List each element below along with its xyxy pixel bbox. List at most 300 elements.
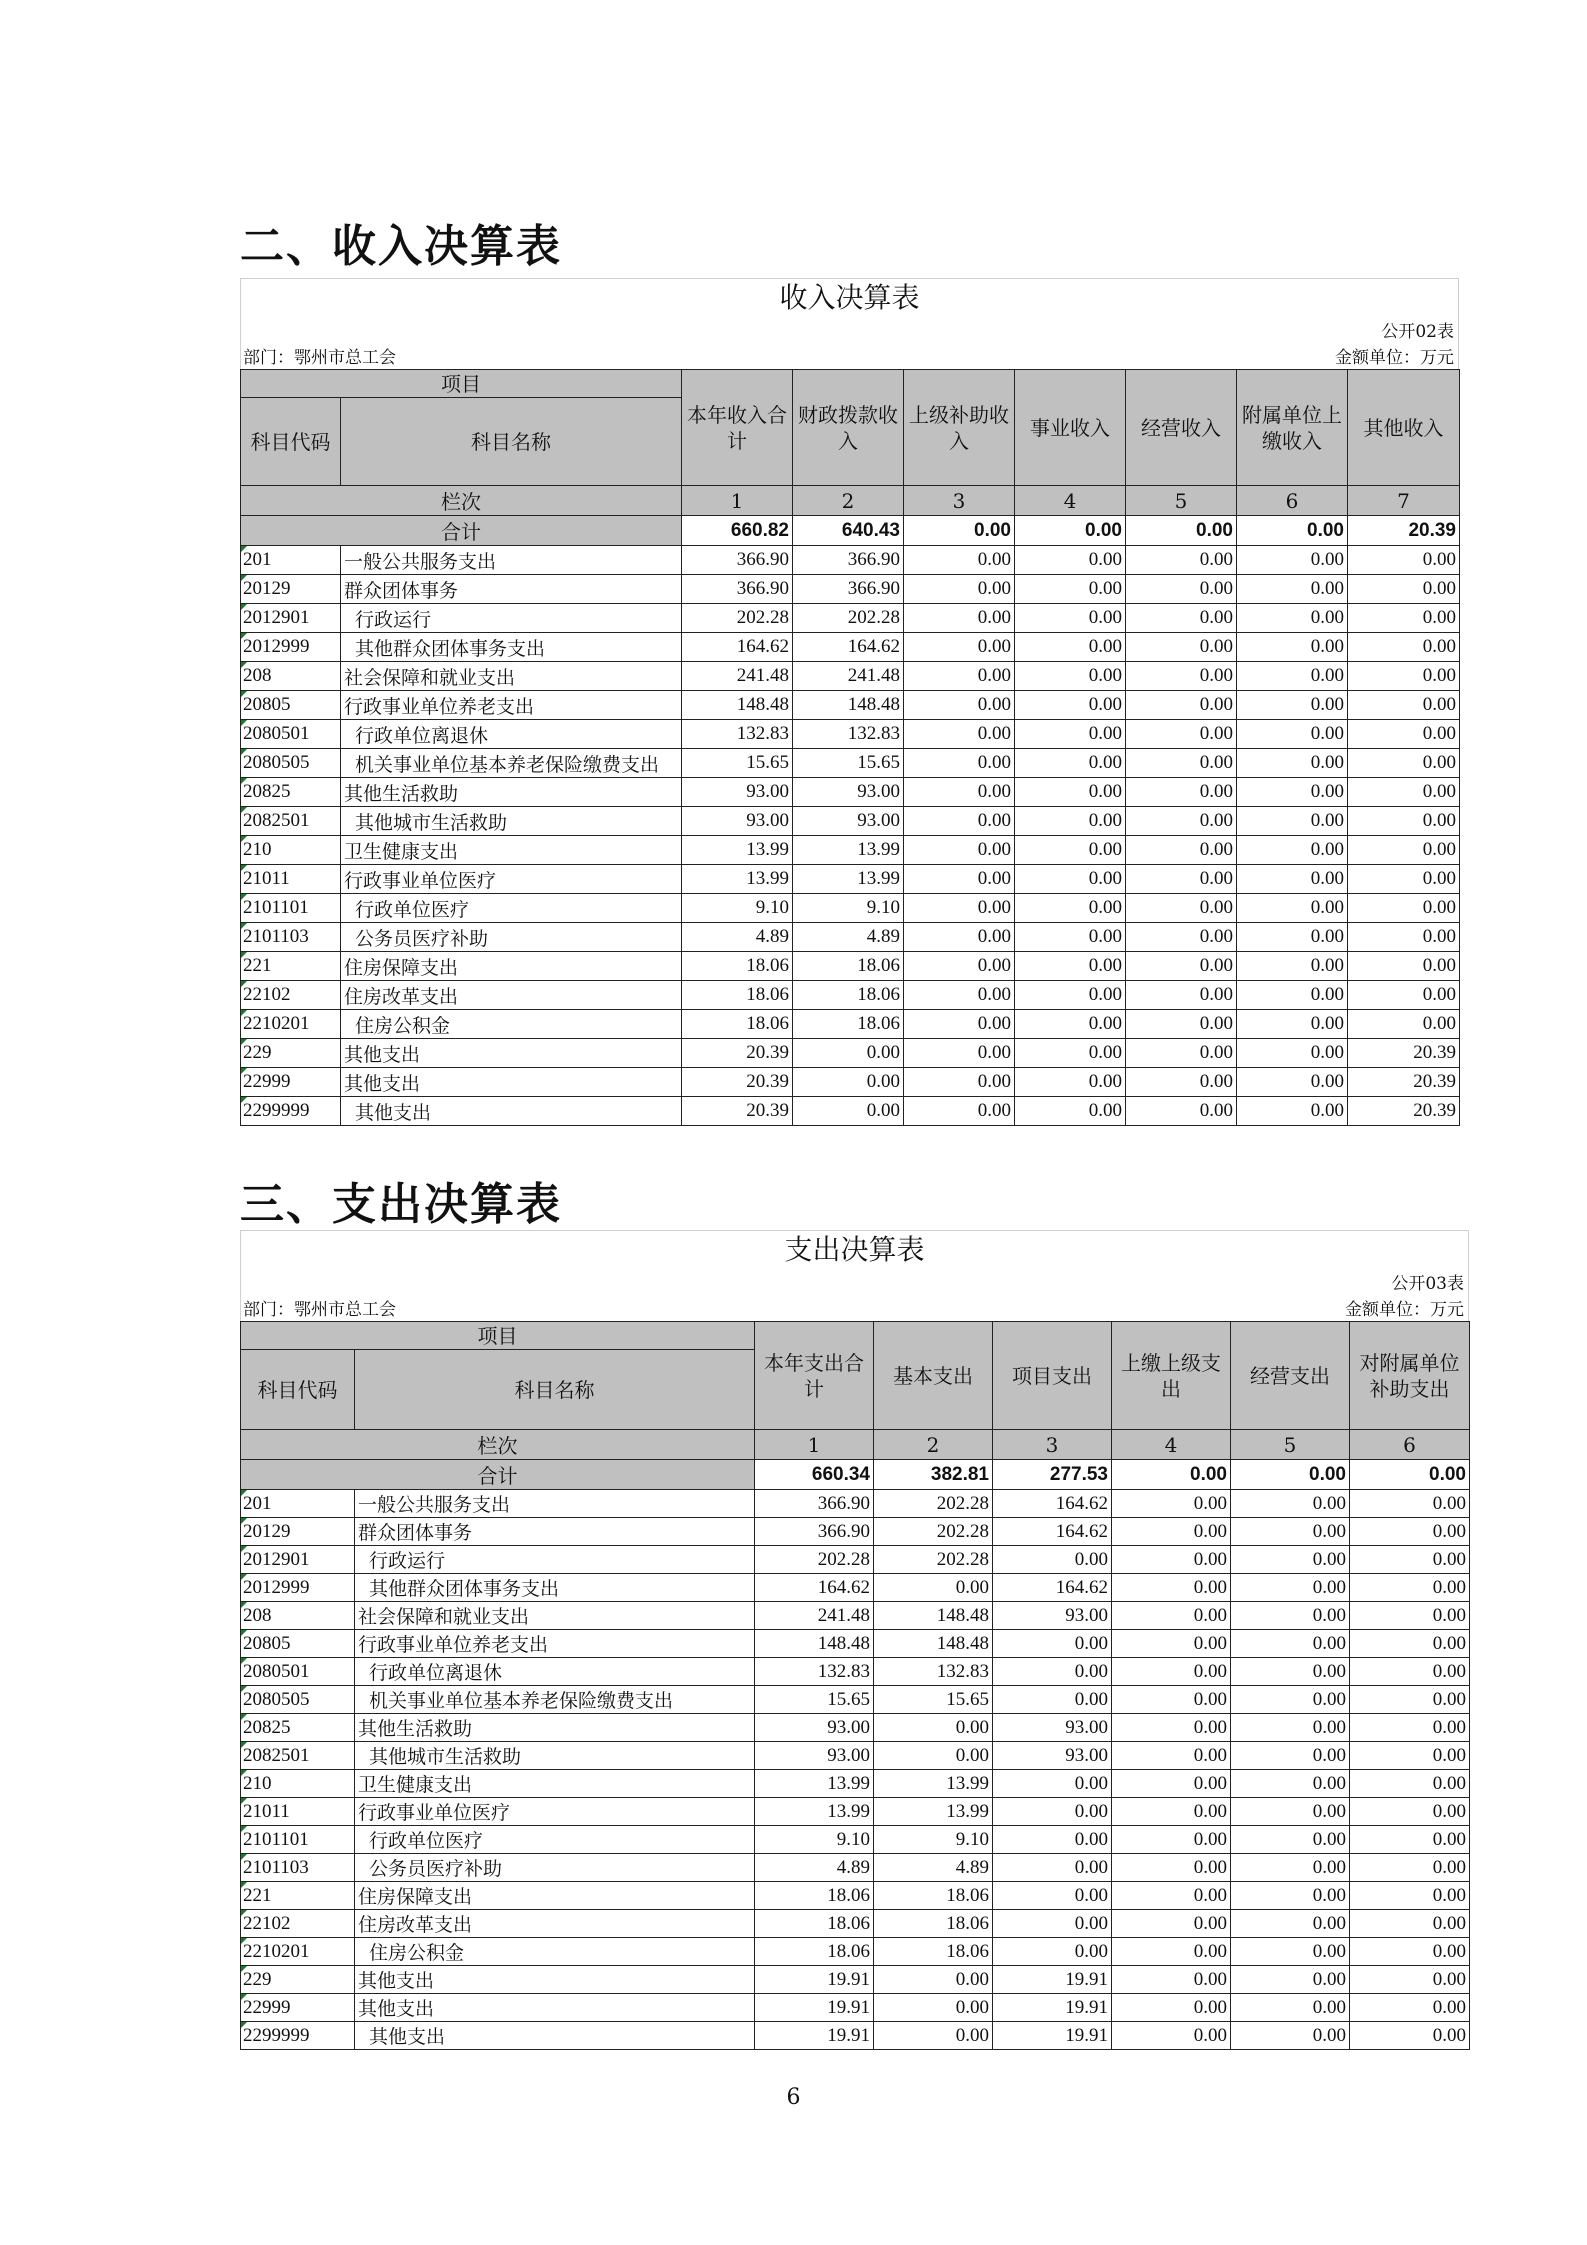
income-row-value: 0.00	[904, 1010, 1015, 1039]
expense-row-value: 0.00	[993, 1854, 1112, 1882]
expense-row-value: 0.00	[1350, 1910, 1470, 1938]
income-table	[240, 369, 1460, 1126]
income-row-value: 0.00	[1015, 1097, 1126, 1126]
income-row-value: 18.06	[793, 981, 904, 1010]
income-table-row	[241, 923, 1460, 952]
income-hdr-code: 科目代码	[241, 398, 341, 486]
income-lanci-cell: 7	[1348, 486, 1460, 516]
expense-row-value: 0.00	[1112, 1742, 1231, 1770]
income-row-value: 0.00	[904, 865, 1015, 894]
expense-row-code: 201	[241, 1490, 355, 1518]
expense-row-value: 13.99	[755, 1770, 874, 1798]
expense-row-value: 19.91	[755, 1994, 874, 2022]
income-row-code: 2299999	[241, 1097, 341, 1126]
income-row-value: 0.00	[904, 981, 1015, 1010]
income-row-value: 20.39	[682, 1039, 793, 1068]
income-row-value: 18.06	[682, 1010, 793, 1039]
expense-row-code: 2210201	[241, 1938, 355, 1966]
income-row-value: 0.00	[1348, 633, 1460, 662]
expense-row-value: 0.00	[1112, 1602, 1231, 1630]
income-row-value: 20.39	[1348, 1039, 1460, 1068]
expense-row-value: 0.00	[1231, 1518, 1350, 1546]
income-row-name: 行政单位医疗	[341, 894, 682, 923]
income-row-value: 13.99	[793, 836, 904, 865]
income-row-value: 0.00	[1237, 865, 1348, 894]
income-row-code: 2080505	[241, 749, 341, 778]
income-table-row	[241, 807, 1460, 836]
expense-row-value: 19.91	[993, 2022, 1112, 2050]
income-row-value: 0.00	[1015, 546, 1126, 575]
expense-hdr-name: 科目名称	[355, 1350, 755, 1430]
expense-row-value: 0.00	[1350, 2022, 1470, 2050]
expense-table-title: 支出决算表	[240, 1230, 1469, 1269]
income-row-value: 20.39	[682, 1097, 793, 1126]
income-row-value: 0.00	[1015, 923, 1126, 952]
income-row-value: 0.00	[1015, 836, 1126, 865]
expense-total-row	[241, 1460, 1470, 1490]
expense-row-value: 0.00	[1112, 1490, 1231, 1518]
income-row-name: 群众团体事务	[341, 575, 682, 604]
expense-row-value: 9.10	[755, 1826, 874, 1854]
income-row-code: 2012999	[241, 633, 341, 662]
expense-table-row	[241, 1686, 1470, 1714]
expense-lanci-row	[241, 1430, 1470, 1460]
expense-row-code: 2012999	[241, 1574, 355, 1602]
income-row-code: 20805	[241, 691, 341, 720]
expense-table-row	[241, 1742, 1470, 1770]
expense-row-value: 0.00	[1350, 1882, 1470, 1910]
expense-row-value: 0.00	[993, 1798, 1112, 1826]
expense-row-name: 行政运行	[355, 1546, 755, 1574]
income-row-value: 20.39	[682, 1068, 793, 1097]
income-row-code: 2210201	[241, 1010, 341, 1039]
expense-row-value: 202.28	[874, 1518, 993, 1546]
expense-lanci-cell: 4	[1112, 1430, 1231, 1460]
income-row-value: 0.00	[1237, 1097, 1348, 1126]
expense-row-name: 行政事业单位医疗	[355, 1798, 755, 1826]
income-row-value: 0.00	[1015, 691, 1126, 720]
expense-row-value: 0.00	[1112, 1714, 1231, 1742]
income-row-value: 0.00	[1126, 894, 1237, 923]
income-row-value: 93.00	[793, 807, 904, 836]
expense-row-code: 229	[241, 1966, 355, 1994]
expense-row-value: 93.00	[755, 1714, 874, 1742]
income-row-value: 0.00	[1015, 575, 1126, 604]
expense-row-name: 其他城市生活救助	[355, 1742, 755, 1770]
income-row-value: 0.00	[1237, 662, 1348, 691]
expense-row-value: 202.28	[874, 1490, 993, 1518]
income-row-code: 208	[241, 662, 341, 691]
income-lanci-cell: 2	[793, 486, 904, 516]
income-row-value: 0.00	[904, 1097, 1015, 1126]
expense-row-value: 0.00	[1112, 1882, 1231, 1910]
income-row-value: 18.06	[793, 952, 904, 981]
income-row-value: 241.48	[793, 662, 904, 691]
income-row-value: 0.00	[1237, 1068, 1348, 1097]
expense-row-value: 0.00	[1350, 1490, 1470, 1518]
income-row-value: 0.00	[1126, 836, 1237, 865]
income-row-value: 0.00	[1015, 894, 1126, 923]
income-table-row	[241, 865, 1460, 894]
income-lanci-cell: 4	[1015, 486, 1126, 516]
income-table-row	[241, 691, 1460, 720]
expense-row-value: 366.90	[755, 1518, 874, 1546]
expense-row-value: 93.00	[993, 1602, 1112, 1630]
income-row-value: 0.00	[1348, 778, 1460, 807]
income-row-value: 0.00	[1237, 1039, 1348, 1068]
income-row-value: 0.00	[1348, 1010, 1460, 1039]
expense-table-row	[241, 1882, 1470, 1910]
income-row-value: 241.48	[682, 662, 793, 691]
income-row-name: 其他支出	[341, 1068, 682, 1097]
income-row-value: 93.00	[682, 807, 793, 836]
expense-row-value: 0.00	[1350, 1574, 1470, 1602]
expense-row-value: 0.00	[1112, 1574, 1231, 1602]
income-row-value: 0.00	[904, 749, 1015, 778]
income-form-no: 公开02表	[1381, 322, 1454, 342]
income-row-name: 住房改革支出	[341, 981, 682, 1010]
expense-row-value: 148.48	[874, 1602, 993, 1630]
expense-row-value: 0.00	[1231, 1966, 1350, 1994]
expense-row-code: 21011	[241, 1798, 355, 1826]
income-row-value: 0.00	[904, 923, 1015, 952]
expense-row-value: 0.00	[1231, 1742, 1350, 1770]
expense-table-row	[241, 1938, 1470, 1966]
expense-row-value: 241.48	[755, 1602, 874, 1630]
income-table-title: 收入决算表	[240, 278, 1459, 317]
income-row-value: 0.00	[1237, 923, 1348, 952]
expense-row-value: 0.00	[1350, 1658, 1470, 1686]
income-row-value: 0.00	[904, 604, 1015, 633]
income-row-value: 0.00	[1348, 807, 1460, 836]
income-row-name: 公务员医疗补助	[341, 923, 682, 952]
expense-total-cell: 382.81	[874, 1460, 993, 1490]
expense-row-value: 0.00	[993, 1770, 1112, 1798]
expense-row-code: 2082501	[241, 1742, 355, 1770]
income-row-value: 0.00	[1126, 720, 1237, 749]
income-row-value: 0.00	[1237, 981, 1348, 1010]
expense-table-header	[241, 1322, 1470, 1490]
expense-row-value: 0.00	[1112, 1798, 1231, 1826]
expense-row-value: 164.62	[993, 1490, 1112, 1518]
income-row-value: 0.00	[1237, 807, 1348, 836]
income-row-name: 行政单位离退休	[341, 720, 682, 749]
income-row-value: 0.00	[1348, 981, 1460, 1010]
expense-table	[240, 1321, 1470, 2050]
expense-row-code: 221	[241, 1882, 355, 1910]
expense-row-name: 社会保障和就业支出	[355, 1602, 755, 1630]
expense-lanci-cell: 5	[1231, 1430, 1350, 1460]
income-row-value: 0.00	[904, 836, 1015, 865]
expense-table-row	[241, 1910, 1470, 1938]
expense-row-value: 93.00	[993, 1714, 1112, 1742]
income-row-code: 201	[241, 546, 341, 575]
income-row-value: 0.00	[1015, 662, 1126, 691]
income-row-value: 0.00	[1237, 778, 1348, 807]
income-row-value: 20.39	[1348, 1068, 1460, 1097]
income-row-value: 4.89	[793, 923, 904, 952]
income-total-cell: 20.39	[1348, 516, 1460, 546]
expense-hdr-col: 上缴上级支出	[1112, 1322, 1231, 1430]
expense-row-value: 0.00	[1350, 1714, 1470, 1742]
expense-row-value: 0.00	[1112, 1826, 1231, 1854]
expense-row-code: 2012901	[241, 1546, 355, 1574]
income-row-value: 0.00	[1015, 981, 1126, 1010]
expense-row-name: 公务员医疗补助	[355, 1854, 755, 1882]
expense-lanci-cell: 6	[1350, 1430, 1470, 1460]
income-row-value: 18.06	[793, 1010, 904, 1039]
expense-hdr-col: 基本支出	[874, 1322, 993, 1430]
income-row-code: 21011	[241, 865, 341, 894]
expense-row-value: 0.00	[1231, 1938, 1350, 1966]
expense-table-row	[241, 1630, 1470, 1658]
expense-row-code: 22102	[241, 1910, 355, 1938]
income-row-value: 13.99	[682, 865, 793, 894]
income-row-value: 0.00	[904, 778, 1015, 807]
expense-row-code: 2299999	[241, 2022, 355, 2050]
expense-table-row	[241, 1966, 1470, 1994]
income-row-value: 0.00	[1126, 691, 1237, 720]
expense-row-value: 202.28	[874, 1546, 993, 1574]
income-row-code: 229	[241, 1039, 341, 1068]
expense-row-value: 0.00	[1350, 1798, 1470, 1826]
income-row-value: 0.00	[1348, 923, 1460, 952]
income-table-row	[241, 604, 1460, 633]
income-row-value: 0.00	[1237, 1010, 1348, 1039]
income-row-value: 202.28	[682, 604, 793, 633]
income-row-value: 13.99	[793, 865, 904, 894]
income-row-value: 0.00	[1015, 807, 1126, 836]
income-row-value: 0.00	[1348, 749, 1460, 778]
income-row-value: 13.99	[682, 836, 793, 865]
expense-row-value: 4.89	[874, 1854, 993, 1882]
income-row-value: 0.00	[1126, 923, 1237, 952]
expense-row-name: 住房公积金	[355, 1938, 755, 1966]
expense-row-value: 0.00	[1112, 1686, 1231, 1714]
expense-row-value: 0.00	[1231, 1994, 1350, 2022]
income-row-value: 0.00	[1348, 865, 1460, 894]
income-row-value: 0.00	[1015, 1010, 1126, 1039]
income-lanci-cell: 1	[682, 486, 793, 516]
income-row-value: 132.83	[682, 720, 793, 749]
expense-row-value: 0.00	[993, 1686, 1112, 1714]
income-row-name: 一般公共服务支出	[341, 546, 682, 575]
income-row-value: 0.00	[1015, 952, 1126, 981]
expense-row-code: 2101101	[241, 1826, 355, 1854]
expense-row-value: 202.28	[755, 1546, 874, 1574]
expense-unit: 金额单位：万元	[1345, 1300, 1464, 1320]
expense-row-value: 0.00	[1350, 1686, 1470, 1714]
income-row-code: 22102	[241, 981, 341, 1010]
income-row-value: 0.00	[904, 894, 1015, 923]
income-row-value: 202.28	[793, 604, 904, 633]
expense-table-row	[241, 1602, 1470, 1630]
expense-row-value: 0.00	[874, 1742, 993, 1770]
expense-row-code: 20805	[241, 1630, 355, 1658]
income-row-value: 4.89	[682, 923, 793, 952]
income-row-name: 其他支出	[341, 1039, 682, 1068]
expense-hdr-item: 项目	[241, 1322, 755, 1350]
income-table-row	[241, 894, 1460, 923]
expense-row-value: 0.00	[1112, 1630, 1231, 1658]
expense-row-name: 其他群众团体事务支出	[355, 1574, 755, 1602]
income-row-value: 0.00	[793, 1068, 904, 1097]
income-row-value: 93.00	[682, 778, 793, 807]
income-row-value: 0.00	[1237, 894, 1348, 923]
expense-row-code: 2080505	[241, 1686, 355, 1714]
expense-row-value: 0.00	[1350, 1518, 1470, 1546]
income-row-name: 其他群众团体事务支出	[341, 633, 682, 662]
income-row-value: 20.39	[1348, 1097, 1460, 1126]
income-total-cell: 640.43	[793, 516, 904, 546]
income-row-value: 0.00	[1348, 546, 1460, 575]
income-row-value: 0.00	[1126, 778, 1237, 807]
expense-total-cell: 0.00	[1231, 1460, 1350, 1490]
expense-total-label: 合计	[241, 1460, 755, 1490]
expense-row-value: 0.00	[1231, 1546, 1350, 1574]
income-lanci-row	[241, 486, 1460, 516]
expense-row-value: 0.00	[1231, 1854, 1350, 1882]
expense-row-value: 0.00	[874, 1994, 993, 2022]
income-row-value: 0.00	[1126, 1010, 1237, 1039]
income-row-value: 366.90	[793, 546, 904, 575]
income-row-value: 0.00	[1015, 633, 1126, 662]
income-row-value: 0.00	[1126, 546, 1237, 575]
income-row-value: 0.00	[904, 952, 1015, 981]
expense-row-name: 其他支出	[355, 1966, 755, 1994]
income-section-title: 二、收入决算表	[240, 221, 562, 272]
expense-row-name: 其他生活救助	[355, 1714, 755, 1742]
expense-table-row	[241, 1994, 1470, 2022]
expense-row-value: 148.48	[755, 1630, 874, 1658]
page-number: 6	[786, 2085, 801, 2110]
income-row-name: 行政运行	[341, 604, 682, 633]
income-row-value: 0.00	[904, 1068, 1015, 1097]
expense-row-value: 0.00	[1112, 1658, 1231, 1686]
expense-row-value: 18.06	[755, 1882, 874, 1910]
expense-row-value: 0.00	[993, 1826, 1112, 1854]
income-row-value: 0.00	[904, 575, 1015, 604]
expense-row-code: 208	[241, 1602, 355, 1630]
income-row-value: 0.00	[1237, 633, 1348, 662]
expense-total-cell: 277.53	[993, 1460, 1112, 1490]
income-hdr-col: 经营收入	[1126, 370, 1237, 486]
income-row-value: 0.00	[1348, 662, 1460, 691]
income-row-name: 行政事业单位医疗	[341, 865, 682, 894]
income-row-name: 行政事业单位养老支出	[341, 691, 682, 720]
income-row-code: 2101103	[241, 923, 341, 952]
expense-row-value: 9.10	[874, 1826, 993, 1854]
income-row-value: 0.00	[1126, 981, 1237, 1010]
income-row-code: 221	[241, 952, 341, 981]
income-row-name: 其他支出	[341, 1097, 682, 1126]
expense-total-cell: 0.00	[1112, 1460, 1231, 1490]
income-table-row	[241, 952, 1460, 981]
income-row-code: 2012901	[241, 604, 341, 633]
income-row-value: 0.00	[1015, 749, 1126, 778]
income-row-name: 其他城市生活救助	[341, 807, 682, 836]
expense-row-value: 0.00	[1112, 1854, 1231, 1882]
expense-row-value: 18.06	[874, 1910, 993, 1938]
income-row-value: 0.00	[1015, 778, 1126, 807]
expense-row-value: 164.62	[993, 1574, 1112, 1602]
income-table-row	[241, 981, 1460, 1010]
income-row-value: 0.00	[1015, 1068, 1126, 1097]
expense-form-no-row	[240, 1269, 1469, 1295]
income-row-value: 0.00	[1126, 1068, 1237, 1097]
income-row-value: 0.00	[1126, 662, 1237, 691]
expense-row-value: 15.65	[874, 1686, 993, 1714]
expense-row-value: 0.00	[1112, 1966, 1231, 1994]
income-table-row	[241, 1097, 1460, 1126]
income-table-row	[241, 575, 1460, 604]
expense-row-value: 0.00	[1231, 1770, 1350, 1798]
income-hdr-col: 上级补助收入	[904, 370, 1015, 486]
expense-row-code: 22999	[241, 1994, 355, 2022]
income-row-value: 0.00	[1237, 575, 1348, 604]
income-row-name: 卫生健康支出	[341, 836, 682, 865]
expense-row-value: 0.00	[874, 1966, 993, 1994]
income-row-value: 9.10	[793, 894, 904, 923]
expense-row-name: 住房保障支出	[355, 1882, 755, 1910]
income-row-value: 0.00	[1126, 604, 1237, 633]
expense-row-value: 0.00	[1231, 1882, 1350, 1910]
expense-row-value: 0.00	[1350, 1742, 1470, 1770]
income-row-code: 2082501	[241, 807, 341, 836]
expense-row-value: 13.99	[874, 1770, 993, 1798]
income-table-header	[241, 370, 1460, 546]
income-row-value: 0.00	[1126, 1039, 1237, 1068]
expense-table-row	[241, 1854, 1470, 1882]
income-row-value: 0.00	[1126, 952, 1237, 981]
expense-row-value: 0.00	[1350, 1994, 1470, 2022]
income-row-value: 0.00	[1237, 546, 1348, 575]
expense-row-value: 0.00	[1231, 1602, 1350, 1630]
expense-row-value: 0.00	[1112, 1770, 1231, 1798]
income-row-value: 15.65	[793, 749, 904, 778]
income-row-value: 0.00	[1015, 865, 1126, 894]
expense-row-value: 0.00	[993, 1910, 1112, 1938]
income-row-value: 0.00	[904, 1039, 1015, 1068]
expense-row-code: 2101103	[241, 1854, 355, 1882]
expense-table-row	[241, 1798, 1470, 1826]
expense-hdr-code: 科目代码	[241, 1350, 355, 1430]
expense-row-value: 366.90	[755, 1490, 874, 1518]
income-row-name: 住房保障支出	[341, 952, 682, 981]
expense-row-name: 行政事业单位养老支出	[355, 1630, 755, 1658]
expense-table-row	[241, 1518, 1470, 1546]
income-table-row	[241, 662, 1460, 691]
income-row-code: 20825	[241, 778, 341, 807]
income-row-value: 148.48	[793, 691, 904, 720]
expense-row-value: 18.06	[874, 1882, 993, 1910]
income-row-value: 0.00	[904, 633, 1015, 662]
income-lanci-cell: 6	[1237, 486, 1348, 516]
expense-row-value: 0.00	[1350, 1630, 1470, 1658]
expense-row-value: 0.00	[1231, 1714, 1350, 1742]
expense-table-row	[241, 1714, 1470, 1742]
income-table-row	[241, 1010, 1460, 1039]
income-hdr-col: 本年收入合计	[682, 370, 793, 486]
income-row-value: 0.00	[904, 691, 1015, 720]
expense-row-value: 93.00	[755, 1742, 874, 1770]
income-hdr-name: 科目名称	[341, 398, 682, 486]
income-row-value: 0.00	[1237, 749, 1348, 778]
income-form-no-row	[240, 317, 1459, 343]
income-row-value: 0.00	[1126, 1097, 1237, 1126]
expense-row-value: 0.00	[1112, 1910, 1231, 1938]
expense-table-row	[241, 1574, 1470, 1602]
